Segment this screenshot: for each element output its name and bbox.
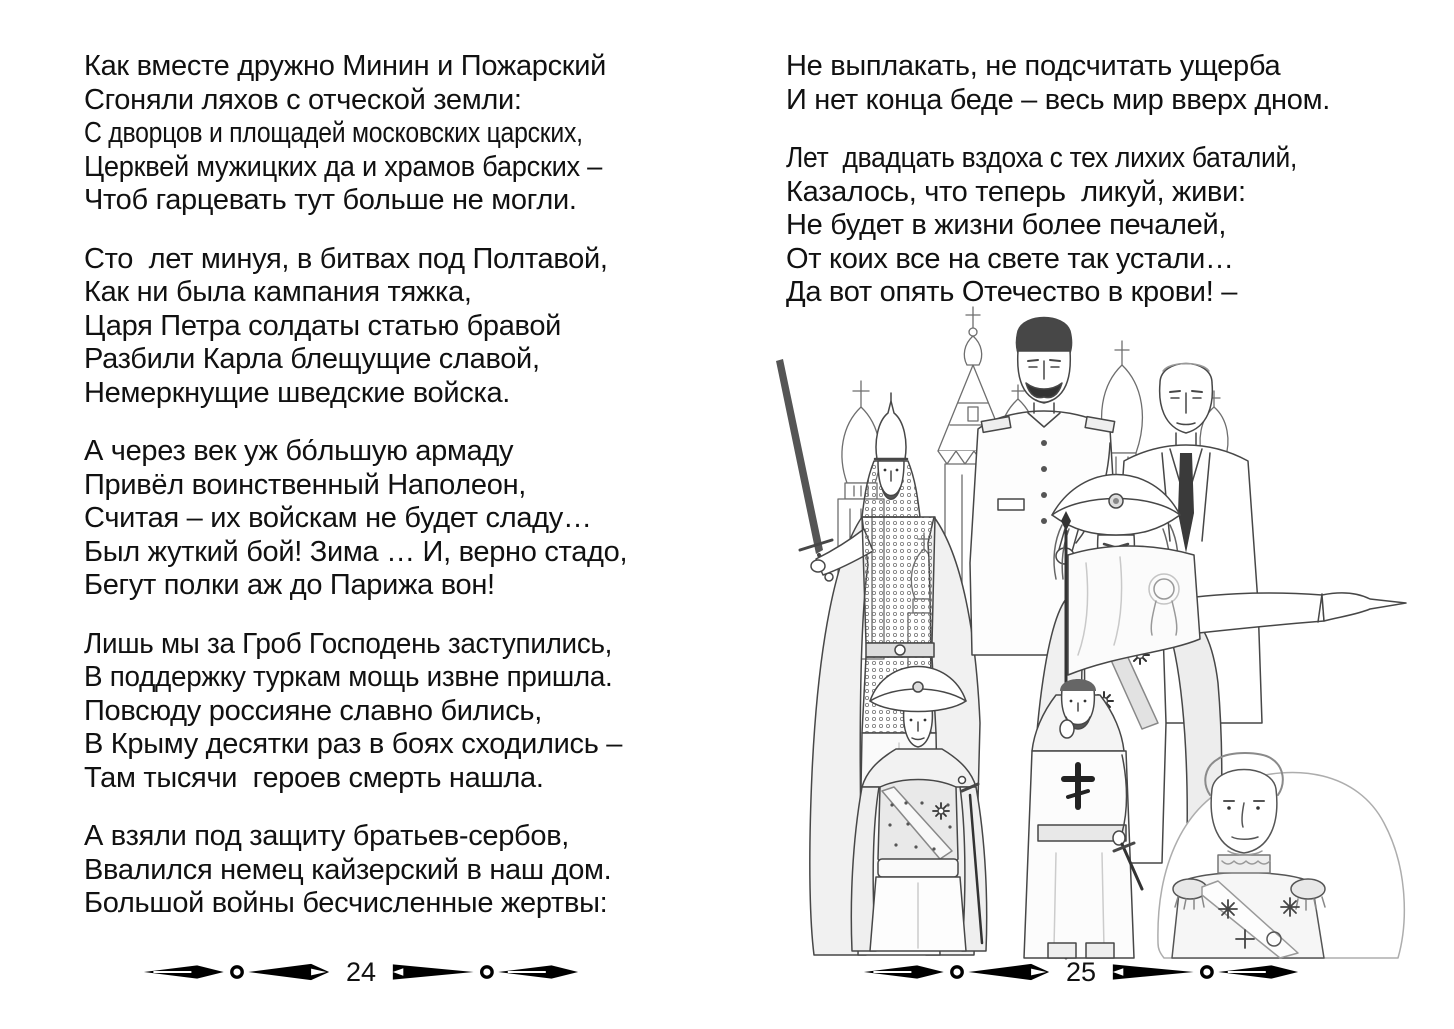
- poem-line: А взяли под защиту братьев-сербов,: [84, 820, 570, 852]
- poem-line: От коих все на свете так устали…: [786, 242, 1234, 275]
- poem-line: Большой войны бесчисленные жертвы:: [84, 887, 608, 919]
- stanza: [84, 435, 667, 603]
- poem-line: Лишь мы за Гроб Господень заступились,: [84, 627, 613, 660]
- poem-line: Сгоняли ляхов с отческой земли:: [84, 83, 522, 116]
- footer-ornament-icon: [142, 959, 332, 985]
- poem-line: Как вместе дружно Минин и Пожарский: [84, 50, 606, 82]
- page-number: 25: [1066, 957, 1097, 987]
- stanza: [786, 50, 1348, 117]
- poem-line: Лет двадцать вздоха с тех лихих баталий,: [786, 142, 1298, 174]
- footer-ornament-icon: [1110, 959, 1300, 985]
- historical-figures-illustration: [766, 303, 1430, 963]
- poem-line: И нет конца беде – весь мир вверх дном.: [786, 83, 1330, 116]
- poem-line: А через век уж бо́льшую армаду: [84, 435, 514, 467]
- page-number: 24: [346, 957, 377, 987]
- poem-line: Как ни была кампания тяжка,: [84, 276, 472, 308]
- poem-line: Царя Петра солдаты статью бравой: [84, 309, 562, 342]
- left-page-footer: [142, 954, 580, 990]
- poem-line: Сто лет минуя, в битвах под Полтавой,: [84, 242, 608, 275]
- poem-line: С дворцов и площадей московских царских,: [84, 117, 583, 149]
- poem-line: Привёл воинственный Наполеон,: [84, 468, 527, 501]
- poem-line: Да вот опять Отечество в крови! –: [786, 276, 1238, 308]
- poem-line: В поддержку туркам мощь извне пришла.: [84, 661, 613, 693]
- poem-line: Чтоб гарцевать тут больше не могли.: [84, 184, 577, 216]
- poem-line: Не будет в жизни более печалей,: [786, 209, 1227, 241]
- stanza: [786, 142, 1348, 310]
- right-page-footer: [862, 954, 1300, 990]
- poem-line: Был жуткий бой! Зима … И, верно стадо,: [84, 535, 628, 568]
- poem-line: Казалось, что теперь ликуй, живи:: [786, 175, 1246, 208]
- left-page-poem: [84, 50, 667, 946]
- poem-line: Церквей мужицких да и храмов барских –: [84, 150, 603, 183]
- stanza: [84, 628, 667, 796]
- poem-line: Там тысячи героев смерть нашла.: [84, 761, 544, 794]
- poem-line: Немеркнущие шведские войска.: [84, 376, 511, 409]
- stanza: [84, 820, 667, 921]
- poem-line: Не выплакать, не подсчитать ущерба: [786, 50, 1281, 82]
- right-page-poem: [786, 50, 1348, 335]
- stanza: [84, 50, 667, 218]
- stanza: [84, 243, 667, 411]
- footer-ornament-icon: [862, 959, 1052, 985]
- poem-line: Ввалился немец кайзерский в наш дом.: [84, 853, 612, 886]
- poem-line: Повсюду россияне славно бились,: [84, 694, 542, 727]
- poem-line: В Крыму десятки раз в боях сходились –: [84, 728, 623, 760]
- poem-line: Считая – их войскам не будет сладу…: [84, 502, 592, 534]
- poem-line: Разбили Карла блещущие славой,: [84, 343, 540, 375]
- poem-line: Бегут полки аж до Парижа вон!: [84, 569, 495, 601]
- footer-ornament-icon: [390, 959, 580, 985]
